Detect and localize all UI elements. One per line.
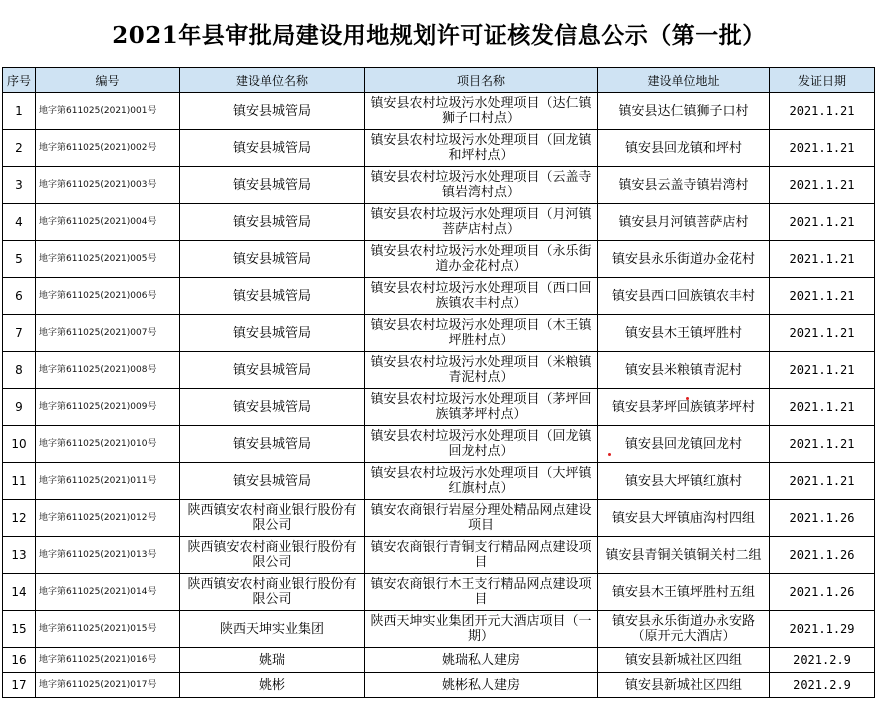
cell-code: 地字第611025(2021)010号 <box>36 426 180 463</box>
cell-address: 镇安县永乐街道办永安路（原开元大酒店） <box>598 611 770 648</box>
cell-serial: 5 <box>3 241 36 278</box>
red-mark <box>608 453 611 456</box>
cell-unit: 镇安县城管局 <box>180 315 365 352</box>
cell-unit: 陕西镇安农村商业银行股份有限公司 <box>180 500 365 537</box>
cell-project: 镇安县农村垃圾污水处理项目（茅坪回族镇茅坪村点） <box>365 389 598 426</box>
cell-address: 镇安县木王镇坪胜村五组 <box>598 574 770 611</box>
cell-unit: 镇安县城管局 <box>180 463 365 500</box>
cell-unit: 姚瑞 <box>180 648 365 673</box>
cell-address: 镇安县新城社区四组 <box>598 673 770 698</box>
cell-code: 地字第611025(2021)007号 <box>36 315 180 352</box>
table-row <box>3 93 875 130</box>
cell-serial: 13 <box>3 537 36 574</box>
cell-address: 镇安县西口回族镇农丰村 <box>598 278 770 315</box>
table-header-row <box>3 68 875 93</box>
cell-code: 地字第611025(2021)003号 <box>36 167 180 204</box>
table-row <box>3 241 875 278</box>
cell-address: 镇安县月河镇菩萨店村 <box>598 204 770 241</box>
cell-address: 镇安县云盖寺镇岩湾村 <box>598 167 770 204</box>
header-date: 发证日期 <box>770 68 875 93</box>
table-row <box>3 673 875 698</box>
cell-unit: 镇安县城管局 <box>180 130 365 167</box>
cell-project: 镇安县农村垃圾污水处理项目（云盖寺镇岩湾村点） <box>365 167 598 204</box>
cell-project: 镇安农商银行岩屋分理处精品网点建设项目 <box>365 500 598 537</box>
cell-code: 地字第611025(2021)006号 <box>36 278 180 315</box>
cell-serial: 11 <box>3 463 36 500</box>
cell-serial: 8 <box>3 352 36 389</box>
cell-date: 2021.2.9 <box>770 673 875 698</box>
cell-serial: 6 <box>3 278 36 315</box>
cell-date: 2021.1.21 <box>770 463 875 500</box>
cell-project: 镇安县农村垃圾污水处理项目（回龙镇回龙村点） <box>365 426 598 463</box>
cell-project: 镇安县农村垃圾污水处理项目（达仁镇狮子口村点） <box>365 93 598 130</box>
cell-address: 镇安县回龙镇回龙村 <box>598 426 770 463</box>
cell-address: 镇安县永乐街道办金花村 <box>598 241 770 278</box>
cell-address: 镇安县大坪镇红旗村 <box>598 463 770 500</box>
header-code: 编号 <box>36 68 180 93</box>
cell-code: 地字第611025(2021)002号 <box>36 130 180 167</box>
cell-code: 地字第611025(2021)015号 <box>36 611 180 648</box>
table-row <box>3 537 875 574</box>
cell-unit: 姚彬 <box>180 673 365 698</box>
cell-serial: 16 <box>3 648 36 673</box>
table-row <box>3 648 875 673</box>
cell-project: 镇安县农村垃圾污水处理项目（永乐街道办金花村点） <box>365 241 598 278</box>
table-row <box>3 204 875 241</box>
table-row <box>3 500 875 537</box>
cell-date: 2021.1.21 <box>770 389 875 426</box>
cell-date: 2021.1.21 <box>770 241 875 278</box>
cell-project: 镇安县农村垃圾污水处理项目（回龙镇和坪村点） <box>365 130 598 167</box>
cell-address: 镇安县青铜关镇铜关村二组 <box>598 537 770 574</box>
cell-project: 陕西天坤实业集团开元大酒店项目（一期） <box>365 611 598 648</box>
table-row <box>3 315 875 352</box>
red-mark <box>686 397 689 400</box>
table-row <box>3 352 875 389</box>
cell-date: 2021.1.29 <box>770 611 875 648</box>
cell-date: 2021.1.21 <box>770 352 875 389</box>
cell-code: 地字第611025(2021)005号 <box>36 241 180 278</box>
cell-code: 地字第611025(2021)012号 <box>36 500 180 537</box>
cell-address: 镇安县大坪镇庙沟村四组 <box>598 500 770 537</box>
cell-date: 2021.1.21 <box>770 93 875 130</box>
cell-address: 镇安县茅坪回族镇茅坪村 <box>598 389 770 426</box>
cell-date: 2021.1.26 <box>770 500 875 537</box>
header-serial: 序号 <box>3 68 36 93</box>
cell-code: 地字第611025(2021)004号 <box>36 204 180 241</box>
header-address: 建设单位地址 <box>598 68 770 93</box>
table-row <box>3 574 875 611</box>
table-row <box>3 167 875 204</box>
cell-serial: 1 <box>3 93 36 130</box>
table-row <box>3 278 875 315</box>
cell-date: 2021.1.26 <box>770 574 875 611</box>
cell-project: 镇安县农村垃圾污水处理项目（大坪镇红旗村点） <box>365 463 598 500</box>
cell-code: 地字第611025(2021)011号 <box>36 463 180 500</box>
cell-code: 地字第611025(2021)008号 <box>36 352 180 389</box>
cell-unit: 镇安县城管局 <box>180 167 365 204</box>
cell-project: 镇安农商银行木王支行精品网点建设项目 <box>365 574 598 611</box>
cell-code: 地字第611025(2021)017号 <box>36 673 180 698</box>
cell-serial: 7 <box>3 315 36 352</box>
cell-serial: 15 <box>3 611 36 648</box>
header-unit: 建设单位名称 <box>180 68 365 93</box>
cell-project: 镇安农商银行青铜支行精品网点建设项目 <box>365 537 598 574</box>
page-title: 2021年县审批局建设用地规划许可证核发信息公示（第一批） <box>112 21 766 49</box>
cell-unit: 镇安县城管局 <box>180 241 365 278</box>
cell-unit: 镇安县城管局 <box>180 278 365 315</box>
cell-date: 2021.1.21 <box>770 204 875 241</box>
table-row <box>3 611 875 648</box>
permit-table <box>2 67 875 698</box>
cell-unit: 陕西镇安农村商业银行股份有限公司 <box>180 574 365 611</box>
cell-date: 2021.1.21 <box>770 130 875 167</box>
cell-code: 地字第611025(2021)001号 <box>36 93 180 130</box>
cell-unit: 陕西天坤实业集团 <box>180 611 365 648</box>
cell-address: 镇安县达仁镇狮子口村 <box>598 93 770 130</box>
cell-code: 地字第611025(2021)016号 <box>36 648 180 673</box>
header-project: 项目名称 <box>365 68 598 93</box>
table-row <box>3 130 875 167</box>
cell-unit: 镇安县城管局 <box>180 352 365 389</box>
cell-date: 2021.1.21 <box>770 315 875 352</box>
cell-code: 地字第611025(2021)014号 <box>36 574 180 611</box>
cell-serial: 9 <box>3 389 36 426</box>
cell-date: 2021.1.21 <box>770 278 875 315</box>
cell-code: 地字第611025(2021)009号 <box>36 389 180 426</box>
table-row <box>3 463 875 500</box>
cell-unit: 镇安县城管局 <box>180 389 365 426</box>
cell-address: 镇安县新城社区四组 <box>598 648 770 673</box>
cell-serial: 4 <box>3 204 36 241</box>
cell-address: 镇安县木王镇坪胜村 <box>598 315 770 352</box>
cell-unit: 陕西镇安农村商业银行股份有限公司 <box>180 537 365 574</box>
cell-serial: 3 <box>3 167 36 204</box>
cell-date: 2021.1.21 <box>770 426 875 463</box>
cell-project: 镇安县农村垃圾污水处理项目（米粮镇青泥村点） <box>365 352 598 389</box>
cell-project: 姚彬私人建房 <box>365 673 598 698</box>
cell-date: 2021.1.21 <box>770 167 875 204</box>
table-row <box>3 426 875 463</box>
cell-address: 镇安县回龙镇和坪村 <box>598 130 770 167</box>
cell-serial: 10 <box>3 426 36 463</box>
cell-date: 2021.1.26 <box>770 537 875 574</box>
cell-code: 地字第611025(2021)013号 <box>36 537 180 574</box>
cell-serial: 17 <box>3 673 36 698</box>
cell-address: 镇安县米粮镇青泥村 <box>598 352 770 389</box>
cell-project: 镇安县农村垃圾污水处理项目（月河镇菩萨店村点） <box>365 204 598 241</box>
cell-project: 姚瑞私人建房 <box>365 648 598 673</box>
cell-serial: 12 <box>3 500 36 537</box>
table-row <box>3 389 875 426</box>
cell-project: 镇安县农村垃圾污水处理项目（西口回族镇农丰村点） <box>365 278 598 315</box>
cell-serial: 14 <box>3 574 36 611</box>
cell-unit: 镇安县城管局 <box>180 93 365 130</box>
cell-unit: 镇安县城管局 <box>180 426 365 463</box>
cell-project: 镇安县农村垃圾污水处理项目（木王镇坪胜村点） <box>365 315 598 352</box>
cell-unit: 镇安县城管局 <box>180 204 365 241</box>
cell-serial: 2 <box>3 130 36 167</box>
cell-date: 2021.2.9 <box>770 648 875 673</box>
